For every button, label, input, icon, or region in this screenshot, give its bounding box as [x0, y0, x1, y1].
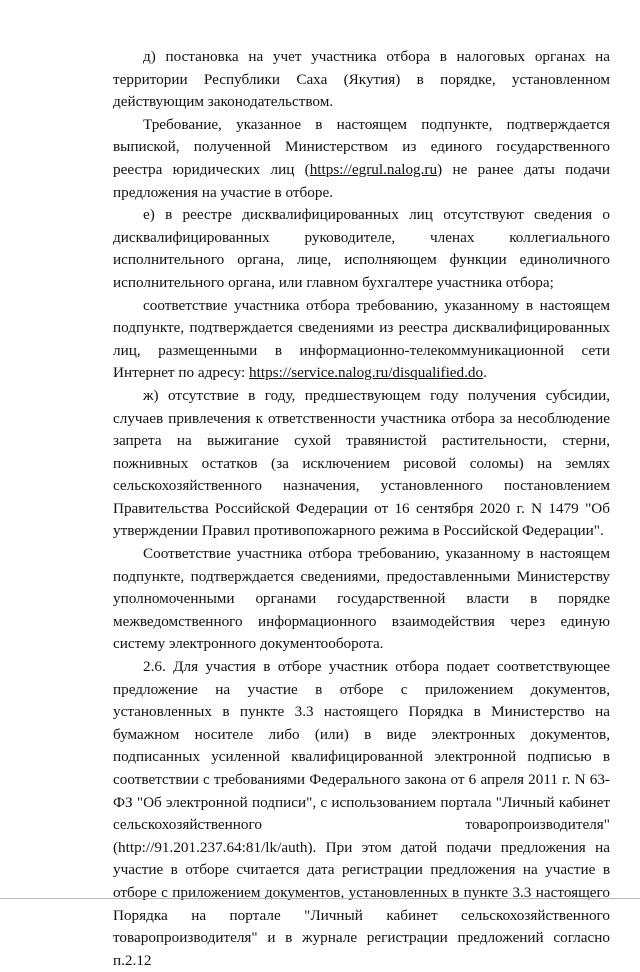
paragraph-text: . [483, 364, 487, 382]
paragraph [113, 543, 610, 656]
paragraph [113, 385, 610, 543]
page-bottom-divider [0, 898, 640, 899]
paragraph-text: Требование, указанное в настоящем подпункте, подтверждается выпиской, полученной Министерством из единого государственного реестра юридических лиц ( [113, 115, 610, 178]
document-link[interactable]: https://egrul.nalog.ru [309, 160, 438, 178]
document-body [113, 46, 610, 972]
paragraph-text: ) не ранее даты подачи предложения на участие в отборе. [113, 160, 610, 201]
paragraph [113, 656, 610, 972]
paragraph-text: соответствие участника отбора требованию, указанному в настоящем подпункте, подтверждается сведениями из реестра дисквалифицированных лиц, размещенными в информационно-телекоммуникационной сети Интернет по адресу: [113, 296, 610, 382]
paragraph-text: д) постановка на учет участника отбора в налоговых органах на территории Республики Саха (Якутия) в порядке, установленном действующим законодательством. [113, 48, 610, 111]
paragraph [113, 295, 610, 385]
paragraph-text: ж) отсутствие в году, предшествующем году получения субсидии, случаев привлечения к ответственности участника отбора за несоблюдение запрета на выжигание сухой травянистой растительности, стерни, пожнивных остатков (за исключением рисовой соломы) на землях сельскохозяйственного назначения, установленного постановлением Правительства Российской Федерации от 16 сентября 2020 г. N 1479 "Об утверждении Правил противопожарного режима в Российской Федерации". [113, 386, 610, 540]
paragraph [113, 46, 610, 114]
paragraph [113, 204, 610, 294]
paragraph-text: 2.6. Для участия в отборе участник отбора подает соответствующее предложение на участие в отборе с приложением документов, установленных в пункте 3.3 настоящего Порядка в Министерство на бумажном носителе либо (или) в виде электронных документов, подписанных усиленной квалифицированной электронной подписью в соответствии с требованиями Федерального закона от 6 апреля 2011 г. N 63-ФЗ "Об электронной подписи", с использованием портала "Личный кабинет сельскохозяйственного товаропроизводителя" (http://91.201.237.64:81/lk/auth). При этом датой подачи предложения на участие в отборе считается дата регистрации предложения на участие в отборе с приложением документов, установленных в пункте 3.3 настоящего Порядка на портале "Личный кабинет сельскохозяйственного товаропроизводителя" и в журнале регистрации предложений согласно п.2.12 [113, 658, 610, 969]
paragraph [113, 114, 610, 204]
paragraph-text: Соответствие участника отбора требованию, указанному в настоящем подпункте, подтверждается сведениями, предоставленными Министерству уполномоченными органами государственной власти в порядке межведомственного информационного взаимодействия через единую систему электронного документооборота. [113, 545, 610, 653]
document-link[interactable]: https://service.nalog.ru/disqualified.do [249, 364, 484, 382]
paragraph-text: е) в реестре дисквалифицированных лиц отсутствуют сведения о дисквалифицированных руководителе, членах коллегиального исполнительного органа, лице, исполняющем функции единоличного исполнительного органа, или главном бухгалтере участника отбора; [113, 206, 610, 291]
